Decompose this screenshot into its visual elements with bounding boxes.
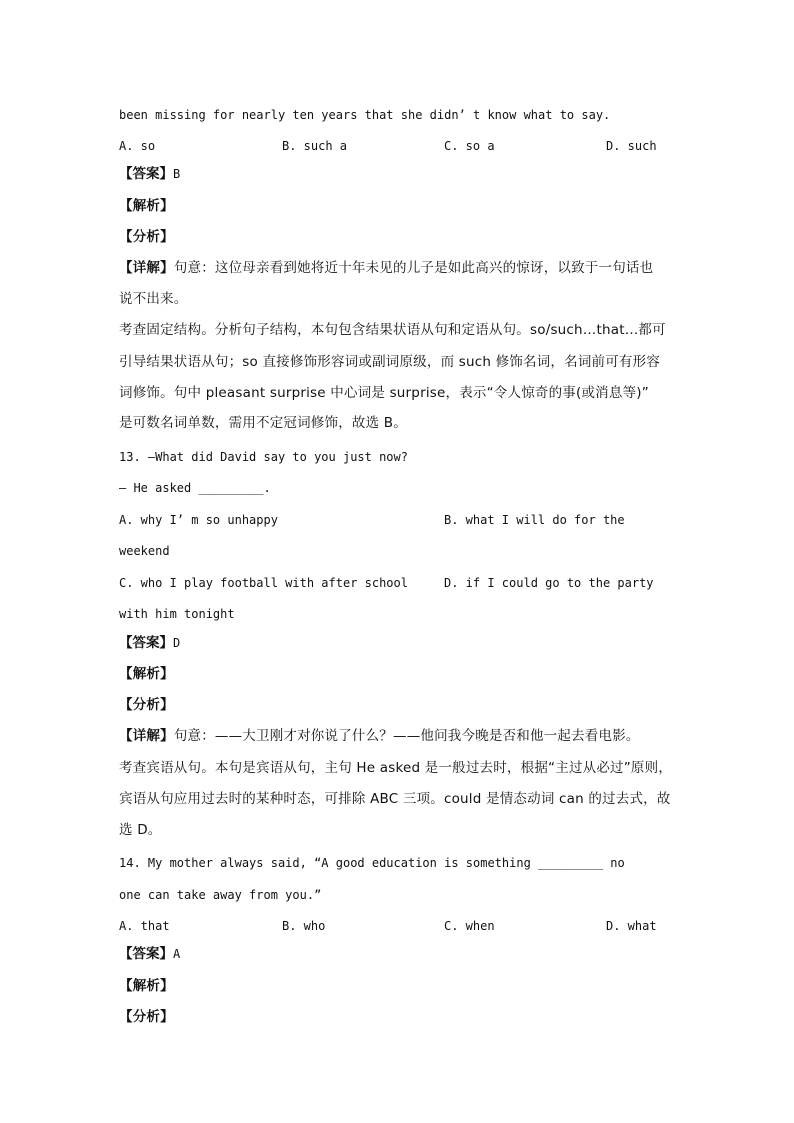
q14-answer-line [119, 946, 180, 962]
q12-answer-line [119, 166, 180, 182]
q12-analysis-line-4: 是可数名词单数，需用不定冠词修饰，故选 B。 [119, 415, 407, 431]
q14-fenxi-label: 【分析】 [119, 1009, 174, 1025]
q13-option-b: B. what I will do for the [444, 513, 625, 527]
q12-option-d: D. such [606, 139, 657, 153]
q12-detail-line-2: 说不出来。 [119, 291, 188, 307]
q13-option-c: C. who I play football with after school [119, 576, 408, 590]
q13-analysis-line-1: 考查宾语从句。本句是宾语从句，主句 He asked 是一般过去时，根据“主过从必过”原则， [119, 760, 673, 776]
q12-analysis-line-3: 词修饰。句中 pleasant surprise 中心词是 surprise，表示“令人惊奇的事(或消息等)” [119, 385, 649, 401]
q13-fenxi-label: 【分析】 [119, 697, 174, 713]
q14-stem-line-2: one can take away from you.” [119, 888, 322, 902]
q13-option-b-wrap: weekend [119, 544, 170, 558]
q12-answer-value: B [173, 167, 181, 181]
q12-analysis-line-2: 引导结果状语从句；so 直接修饰形容词或副词原级，而 such 修饰名词，名词前可有形容 [119, 354, 661, 370]
q12-analysis-line-1: 考查固定结构。分析句子结构，本句包含结果状语从句和定语从句。so/such…that…都可 [119, 322, 666, 338]
q13-stem-line-1: 13. —What did David say to you just now? [119, 450, 408, 464]
q12-option-b: B. such a [282, 139, 348, 153]
q12-detail-line-1 [119, 260, 653, 276]
q14-option-c: C. when [444, 919, 495, 933]
q12-jiexi-label: 【解析】 [119, 198, 174, 214]
q13-analysis-line-2: 宾语从句应用过去时的某种时态，可排除 ABC 三项。could 是情态动词 can 的过去式，故 [119, 791, 671, 807]
q12-fenxi-label: 【分析】 [119, 229, 174, 245]
q13-option-a: A. why I’ m so unhappy [119, 513, 278, 527]
q14-answer-label: 【答案】 [119, 946, 173, 962]
q12-detail-label: 【详解】 [119, 260, 174, 276]
q13-option-d: D. if I could go to the party [444, 576, 654, 590]
q12-detail-text-1: 句意：这位母亲看到她将近十年未见的儿子是如此高兴的惊讶，以致于一句话也 [173, 260, 654, 276]
q14-option-b: B. who [282, 919, 326, 933]
q13-jiexi-label: 【解析】 [119, 666, 174, 682]
q13-option-d-wrap: with him tonight [119, 607, 235, 621]
q13-detail-label: 【详解】 [119, 728, 174, 744]
q14-stem-line-1: 14. My mother always said, “A good education is something _________ no [119, 856, 625, 870]
q13-detail-text-1: 句意：——大卫刚才对你说了什么？——他问我今晚是否和他一起去看电影。 [173, 728, 640, 744]
q14-jiexi-label: 【解析】 [119, 978, 174, 994]
q13-analysis-line-3: 选 D。 [119, 822, 162, 838]
q13-answer-label: 【答案】 [119, 635, 173, 651]
q13-stem-line-2: — He asked _________. [119, 481, 271, 495]
q12-answer-label: 【答案】 [119, 166, 173, 182]
q14-option-d: D. what [606, 919, 657, 933]
q13-answer-line [119, 635, 180, 651]
q12-stem-tail: been missing for nearly ten years that she didn’ t know what to say. [119, 108, 611, 122]
q13-detail-line-1 [119, 728, 640, 744]
q14-option-a: A. that [119, 919, 170, 933]
q12-option-c: C. so a [444, 139, 495, 153]
q12-option-a: A. so [119, 139, 156, 153]
q14-answer-value: A [173, 947, 181, 961]
q13-answer-value: D [173, 636, 181, 650]
